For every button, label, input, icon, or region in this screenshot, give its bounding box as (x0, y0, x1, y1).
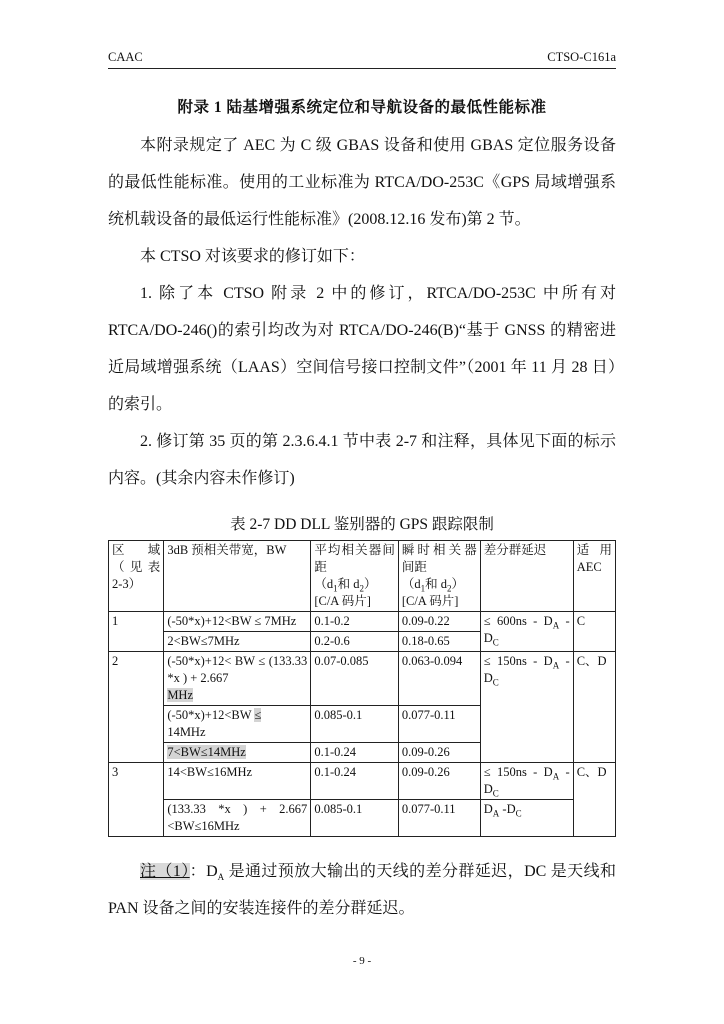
header-avg-unit: [C/A 码片] (314, 594, 371, 608)
page-number: - 9 - (352, 955, 372, 967)
header-avg-spacing: 平均相关器间距 （$d_1$和 $d_2$） [C/A 码片] (311, 541, 399, 612)
cell-avg: 0.07-0.085 (311, 652, 399, 706)
cell-aec: C (573, 612, 615, 652)
cell-bandwidth: (-50*x)+12< BW ≤ (133.33 *x ) + 2.667 MHz (164, 652, 311, 706)
cell-bandwidth: (-50*x)+12<BW ≤ 14MHz (164, 706, 311, 743)
cell-delay: ≤ $150ns - D_A$ $-D_C$ (480, 652, 573, 763)
table-row (109, 800, 616, 837)
cell-inst: 0.09-0.26 (398, 763, 480, 800)
paragraph-revision-1: 1. 除了本 CTSO 附录 2 中的修订，RTCA/DO-253C 中所有对 RTCA/DO-246()的索引均改为对 RTCA/DO-246(B)“基于 GNSS 的精密进近局域增强系统（LAAS）空间信号接口控制文件”（2001 年 11 月 28 日）的索引。 (108, 285, 616, 413)
cell-aec: C、D (573, 763, 615, 837)
cell-delay: ≤ $150ns - D_A$ $-D_C$ (480, 763, 573, 800)
header-bandwidth: 3dB 预相关带宽，BW (164, 541, 311, 612)
cell-inst: 0.09-0.22 (398, 612, 480, 632)
cell-bandwidth (164, 743, 311, 763)
cell-inst: 0.077-0.11 (398, 706, 480, 743)
cell-region: 1 (109, 612, 164, 652)
cell-avg: 0.1-0.24 (311, 763, 399, 800)
cell-inst: 0.09-0.26 (398, 743, 480, 763)
header-inst-spacing: 瞬时相关器间距 （$d_1$和 $d_2$） [C/A 码片] (398, 541, 480, 612)
header-inst-spacing-label: 瞬时相关器间距 (401, 543, 477, 574)
appendix-title: 附录 1 陆基增强系统定位和导航设备的最低性能标准 (177, 99, 547, 116)
table-row (109, 652, 616, 706)
paragraph-scope: 本附录规定了 AEC 为 C 级 GBAS 设备和使用 GBAS 定位服务设备的最低性能标准。使用的工业标准为 RTCA/DO-253C《GPS 局域增强系统机载设备的最低运行性能标准》(2008.12.16 发布)第 2 节。 (108, 137, 616, 228)
header-diff-delay: 差分群延迟 (480, 541, 573, 612)
cell-avg: 0.1-0.2 (311, 612, 399, 632)
cell-bandwidth: (-50*x)+12<BW ≤ 7MHz (164, 612, 311, 632)
highlighted-text: ≤ (254, 708, 262, 722)
highlighted-text: 7<BW≤14MHz (167, 745, 246, 759)
table-header-row (109, 541, 616, 612)
table-note: 注（1）：$D_A$ 是通过预放大输出的天线的差分群延迟，DC 是天线和 PAN 设备之间的安装连接件的差分群延迟。 (108, 863, 616, 917)
cell-aec: C、D (573, 652, 615, 763)
page-header (108, 50, 616, 69)
table-row (109, 763, 616, 800)
cell-avg: 0.1-0.24 (311, 743, 399, 763)
table-row (109, 612, 616, 632)
paragraph-revisions-intro: 本 CTSO 对该要求的修订如下： (140, 248, 365, 265)
gps-tracking-limits-table (108, 540, 616, 837)
table-caption: 表 2-7 DD DLL 鉴别器的 GPS 跟踪限制 (230, 516, 494, 533)
cell-delay: ≤ $600ns - D_A$ $-D_C$ (480, 612, 573, 652)
cell-bandwidth: 14<BW≤16MHz (164, 763, 311, 800)
cell-bandwidth: 2<BW≤7MHz (164, 632, 311, 652)
paragraph-revision-2: 2. 修订第 35 页的第 2.3.6.4.1 节中表 2-7 和注释，具体见下面的标示内容。(其余内容未作修订) (108, 433, 616, 487)
header-doc-id: CTSO-C161a (547, 50, 616, 64)
cell-region: 2 (109, 652, 164, 763)
header-avg-spacing-label: 平均相关器间距 (314, 543, 395, 574)
cell-inst: 0.18-0.65 (398, 632, 480, 652)
cell-bandwidth: (133.33 *x ) + 2.667 <BW≤16MHz (164, 800, 311, 837)
highlighted-text: MHz (167, 688, 194, 702)
cell-avg: 0.085-0.1 (311, 706, 399, 743)
cell-avg: 0.2-0.6 (311, 632, 399, 652)
header-aec: 适用 AEC (573, 541, 615, 612)
header-org: CAAC (108, 50, 143, 64)
cell-avg: 0.085-0.1 (311, 800, 399, 837)
cell-inst: 0.063-0.094 (398, 652, 480, 706)
note-label: 注（1） (140, 863, 190, 880)
cell-delay: $D_A$ $-D_C$ (480, 800, 573, 837)
cell-inst: 0.077-0.11 (398, 800, 480, 837)
header-inst-unit: [C/A 码片] (401, 594, 459, 608)
note-text: 是通过预放大输出的天线的差分群延迟，DC 是天线和 PAN 设备之间的安装连接件的差分群延迟。 (108, 863, 616, 917)
cell-region: 3 (109, 763, 164, 837)
header-region: 区域（见表 2-3） (109, 541, 164, 612)
